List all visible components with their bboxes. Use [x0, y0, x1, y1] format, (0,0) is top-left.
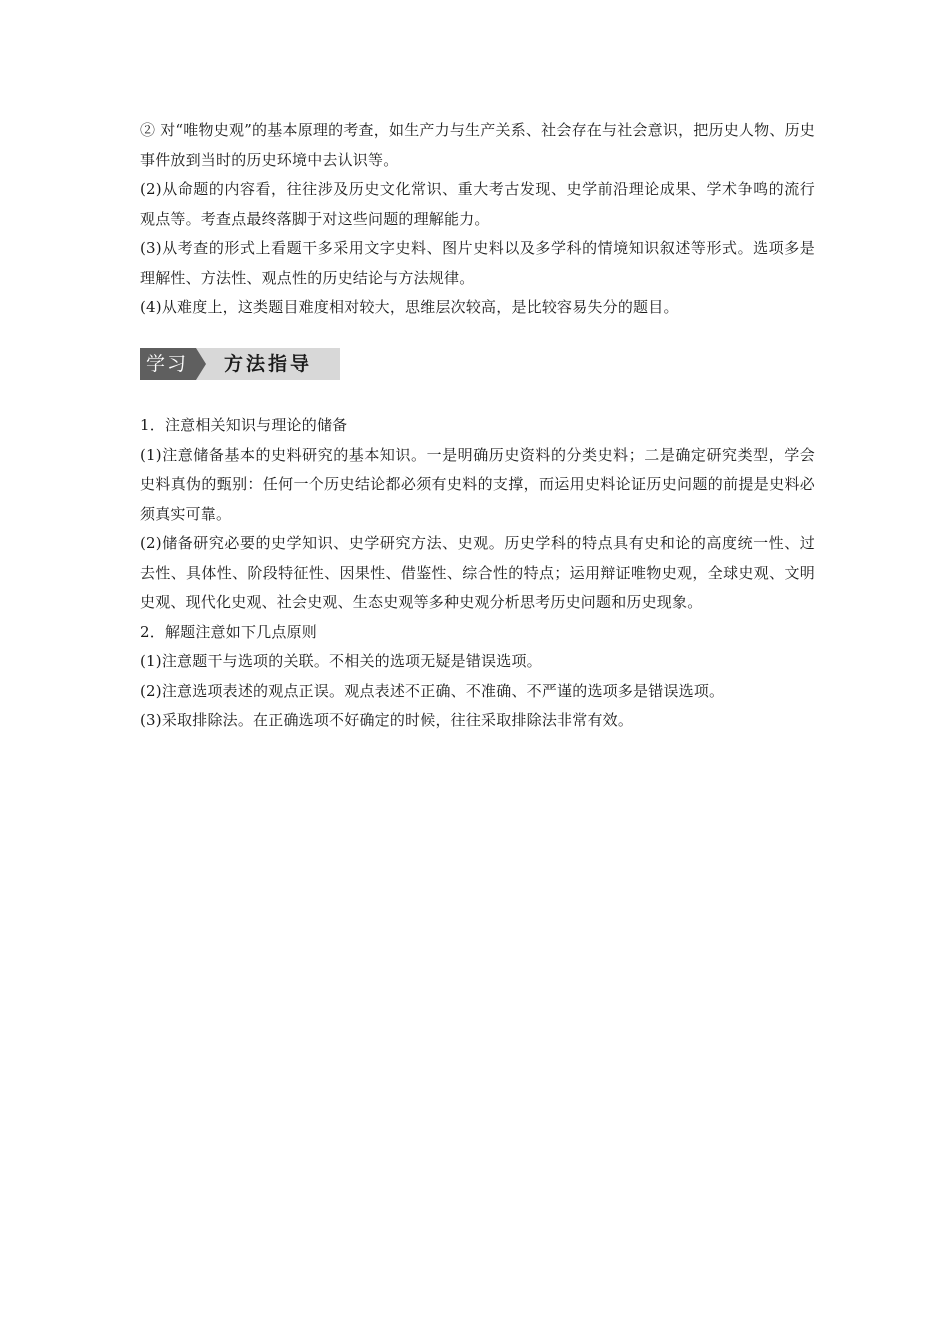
banner-tag-label: 学习 [146, 353, 189, 375]
paragraph-question-form: (3)从考查的形式上看题干多采用文字史料、图片史料以及多学科的情境知识叙述等形式。选项多是理解性、方法性、观点性的历史结论与方法规律。 [140, 239, 815, 287]
method-guide-section [140, 411, 815, 736]
paragraph-materialism-principles: ② 对“唯物史观”的基本原理的考查，如生产力与生产关系、社会存在与社会意识，把历史人物、历史事件放到当时的历史环境中去认识等。 [140, 121, 815, 169]
exam-analysis-section [140, 116, 815, 323]
paragraph-source-research: (1)注意储备基本的史料研究的基本知识。一是明确历史资料的分类史料；二是确定研究类型，学会史料真伪的甄别：任何一个历史结论都必须有史料的支撑，而运用史料论证历史问题的前提是史料必须真实可靠。 [140, 445, 815, 523]
section-banner [140, 348, 340, 380]
heading-solving-principles: 2．解题注意如下几点原则 [140, 622, 317, 641]
paragraph-difficulty: (4)从难度上，这类题目难度相对较大，思维层次较高，是比较容易失分的题目。 [140, 298, 679, 316]
paragraph-content-scope: (2)从命题的内容看，往往涉及历史文化常识、重大考古发现、史学前沿理论成果、学术争鸣的流行观点等。考查点最终落脚于对这些问题的理解能力。 [140, 180, 815, 228]
paragraph-principle-correctness: (2)注意选项表述的观点正误。观点表述不正确、不准确、不严谨的选项多是错误选项。 [140, 681, 725, 700]
banner-title: 方法指导 [224, 353, 313, 375]
paragraph-historical-methods: (2)储备研究必要的史学知识、史学研究方法、史观。历史学科的特点具有史和论的高度统一性、过去性、具体性、阶段特征性、因果性、借鉴性、综合性的特点；运用辩证唯物史观，全球史观、文明史观、现代化史观、社会史观、生态史观等多种史观分析思考历史问题和历史现象。 [140, 534, 815, 611]
paragraph-principle-relevance: (1)注意题干与选项的关联。不相关的选项无疑是错误选项。 [140, 652, 542, 670]
heading-knowledge-reserve: 1．注意相关知识与理论的储备 [140, 416, 348, 434]
paragraph-principle-elimination: (3)采取排除法。在正确选项不好确定的时候，往往采取排除法非常有效。 [140, 711, 634, 729]
